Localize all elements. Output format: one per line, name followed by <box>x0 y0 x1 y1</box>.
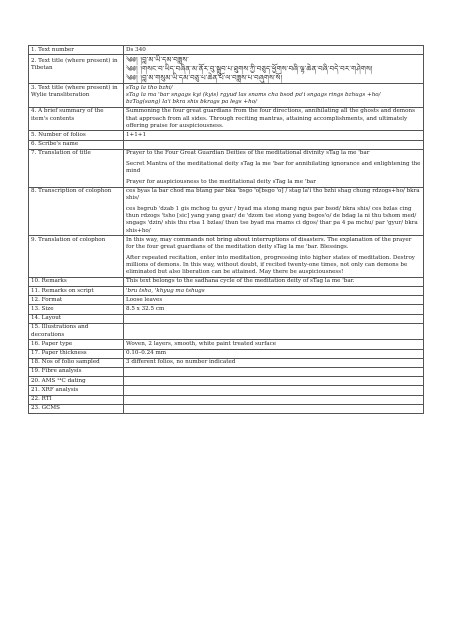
row-label: 1. Text number <box>29 46 124 55</box>
row-value <box>124 277 424 286</box>
row-value <box>124 367 424 376</box>
row-value <box>124 236 424 278</box>
row-label: 2. Text title (where present) in Tibetan <box>29 55 124 84</box>
row-layout <box>29 314 424 323</box>
value-para: 3 different folios, no number indicated <box>126 359 236 366</box>
row-title-translation <box>29 149 424 187</box>
value-para: 8.5 x 32.5 cm <box>126 305 165 312</box>
row-label: 6. Scribe's name <box>29 140 124 149</box>
row-colophon-translation <box>29 236 424 278</box>
row-label: 16. Paper type <box>29 340 124 349</box>
tibetan-title-line: ༄༅། །བླ་མ་གསུམ་ཡི་དམ་བཅུ་པ་ཆེན་པོ་ལ་བཟླས་པ་བཞུགས་སོ། <box>126 73 283 82</box>
row-value <box>124 149 424 187</box>
row-label: 12. Format <box>29 296 124 305</box>
row-label: 20. AMS ¹⁴C dating <box>29 377 124 386</box>
value-para: Woven, 2 layers, smooth, white paint treated surface <box>126 340 277 347</box>
row-value <box>124 287 424 296</box>
value-para: ces bsgrub 'dzab 1 gis mchog tu gyur / byad ma stong mang ngus par bsod/ bkra shis/ ces bzlas cing thun rdzogs 'tsho [sic] yang yang gsar/ de 'dzom tse stong yang bsgos'o/ de bdag la ni thu tshom med/ sngags 'dzin/ shis thu rtsa 1 bzlas/ thun tse byad ma rnams ci dgos/ thar pa 4 pa mchu/ par 'gyur/ bkra shis+ho/ <box>126 206 418 234</box>
row-folios <box>29 131 424 140</box>
row-label: 9. Translation of colophon <box>29 236 124 278</box>
row-rti <box>29 395 424 404</box>
row-paper-type <box>29 340 424 349</box>
row-label: 13. Size <box>29 305 124 314</box>
row-label: 19. Fibre analysis <box>29 367 124 376</box>
row-value <box>124 84 424 108</box>
row-value <box>124 187 424 236</box>
row-label: 23. GCMS <box>29 404 124 413</box>
row-paper-thickness <box>29 349 424 358</box>
row-value <box>124 386 424 395</box>
row-label: 22. RTI <box>29 395 124 404</box>
value-para: Secret Mantra of the meditational deity sTag la me 'bar for annihilating ignorance and enlightening the mind <box>126 161 421 175</box>
value-para: Prayer for auspiciousness to the meditational deity sTag la me 'bar <box>126 178 316 185</box>
row-value <box>124 131 424 140</box>
value-para: Loose leaves <box>126 296 163 303</box>
wylie-line: sTag la ma 'bar sngags kyi (kyis) rgyud las snams cha bsod pa'i sngags rings bzhugs +ho/ <box>126 91 381 98</box>
row-label: 4. A brief summary of the item's contents <box>29 107 124 131</box>
row-value <box>124 349 424 358</box>
row-label: 17. Paper thickness <box>29 349 124 358</box>
tibetan-title-line: ༄༅། །གསང་བ་ཡིད་བཞིན་མ་ནོར་བུ་སྒྲུབ་པ་ཐུགས་ཀྱི་བཅུད་ཕྱོགས་བཞི་ལྷ་ཆེན་བཞི་བདེ་བར་གཤེགས། <box>126 64 373 73</box>
row-remarks <box>29 277 424 286</box>
row-label: 8. Transcription of colophon <box>29 187 124 236</box>
row-value <box>124 55 424 84</box>
row-label: 7. Translation of title <box>29 149 124 187</box>
row-script-remarks <box>29 287 424 296</box>
row-label: 11. Remarks on script <box>29 287 124 296</box>
row-label: 10. Remarks <box>29 277 124 286</box>
row-value <box>124 358 424 367</box>
value-para: Prayer to the Four Great Guardian Deities of the meditational divinity sTag la me 'bar <box>126 150 370 157</box>
row-illustrations <box>29 323 424 339</box>
row-value <box>124 140 424 149</box>
row-label: 3. Text title (where present) in Wylie transliteration <box>29 84 124 108</box>
row-text-number <box>29 46 424 55</box>
row-value <box>124 340 424 349</box>
row-label: 18. Nos of folio sampled <box>29 358 124 367</box>
tibetan-title-line: ༄༅། །བླ་མ་ཡི་དམ་བཟླས་ <box>126 55 189 64</box>
row-format <box>29 296 424 305</box>
row-fibre-analysis <box>29 367 424 376</box>
row-value <box>124 404 424 413</box>
row-value <box>124 46 424 55</box>
row-xrf-analysis <box>29 386 424 395</box>
row-label: 5. Number of folios <box>29 131 124 140</box>
row-colophon-transcription <box>29 187 424 236</box>
value-para: This text belongs to the sadhana cycle of the meditation deity of sTag la me 'bar. <box>126 278 355 285</box>
row-tibetan-title <box>29 55 424 84</box>
row-summary <box>29 107 424 131</box>
value-para: 1+1+1 <box>126 131 147 138</box>
value-para: 0.10–0.24 mm <box>126 350 167 356</box>
value-para: In this way, may commands not bring about interruptions of disasters. The explanation of the prayer for the four great guardians of the meditation deity sTag la me 'bar. Blessings. <box>126 236 412 251</box>
row-label: 21. XRF analysis <box>29 386 124 395</box>
row-size <box>29 305 424 314</box>
value-para: Summoning the four great guardians from the four directions, annihilating all the ghosts and demons that approach from all sides. Through reciting mantras, attaining accomplishments, and ultimately offering praise for auspiciousness. <box>126 108 415 129</box>
row-label: 14. Layout <box>29 314 124 323</box>
row-wylie-title <box>29 84 424 108</box>
row-value <box>124 377 424 386</box>
row-ams-dating <box>29 377 424 386</box>
wylie-line: sTag la tho bzhi/ <box>126 84 173 91</box>
value-para: 'bru tsha, 'khyug ma tshugs <box>126 287 205 294</box>
row-value <box>124 296 424 305</box>
value-para: After repeated recitation, enter into meditation, progressing into higher states of meditation. Destroy millions of demons. In this way, without doubt, if recited twenty-one times, not only can demons be eliminated but also liberation can be attained. May there be auspiciousness! <box>126 254 415 276</box>
value-para: ces byas la bar chod ma btang par bka 'bsgo 'o[bsgo 'o] / stag la'i tho bzhi shag chung rdzogs+ho/ bkra shis/ <box>126 188 420 202</box>
catalogue-record-table <box>28 45 424 414</box>
row-value <box>124 305 424 314</box>
row-value <box>124 323 424 339</box>
row-scribe <box>29 140 424 149</box>
wylie-line: bzTag(sang) la'i bkra shis bkrags pa legs +ho/ <box>126 99 257 106</box>
row-label: 15. Illustrations and decorations <box>29 323 124 339</box>
row-folio-sampled <box>29 358 424 367</box>
row-value <box>124 107 424 131</box>
row-value <box>124 395 424 404</box>
row-gcms <box>29 404 424 413</box>
row-value <box>124 314 424 323</box>
value-para: Ds 340 <box>126 46 146 53</box>
